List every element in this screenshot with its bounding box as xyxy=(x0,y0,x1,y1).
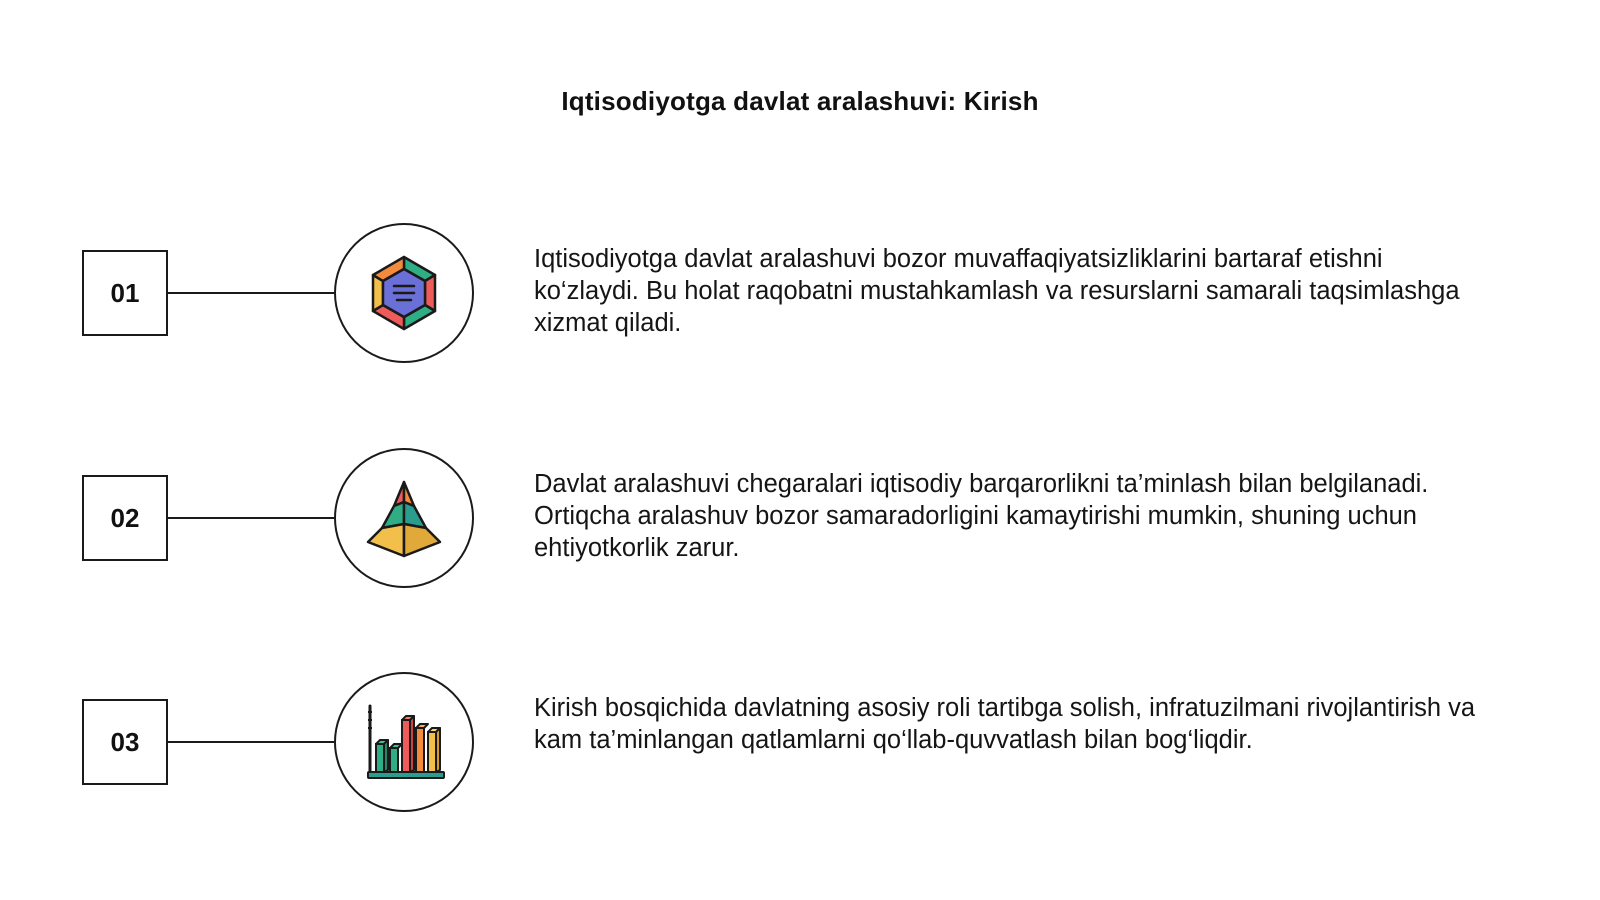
item-description: Davlat aralashuvi chegaralari iqtisodiy barqarorlikni ta’minlash bilan belgilanadi. Ortiqcha aralashuv bozor samaradorligini kamaytirishi mumkin, shuning uchun ehtiyotkorlik zarur. xyxy=(534,470,1429,562)
connector-line xyxy=(168,741,334,743)
hexagon-document-icon xyxy=(334,223,474,363)
list-item xyxy=(0,672,1600,812)
item-description: Iqtisodiyotga davlat aralashuvi bozor muvaffaqiyatsizliklarini bartaraf etishni ko‘zlaydi. Bu holat raqobatni mustahkamlash va resurslarni samarali taqsimlashga xizmat qiladi. xyxy=(534,245,1460,337)
step-number-box: 03 xyxy=(82,699,168,785)
list-item xyxy=(0,223,1600,363)
pyramid-chart-icon xyxy=(334,448,474,588)
step-number-box: 01 xyxy=(82,250,168,336)
bar-chart-icon xyxy=(334,672,474,812)
step-number-box: 02 xyxy=(82,475,168,561)
list-item xyxy=(0,448,1600,588)
page-title: Iqtisodiyotga davlat aralashuvi: Kirish xyxy=(561,86,1039,116)
connector-line xyxy=(168,292,334,294)
item-description: Kirish bosqichida davlatning asosiy roli tartibga solish, infratuzilmani rivojlantirish va kam ta’minlangan qatlamlarni qo‘llab-quvvatlash bilan bog‘liqdir. xyxy=(534,694,1476,754)
connector-line xyxy=(168,517,334,519)
